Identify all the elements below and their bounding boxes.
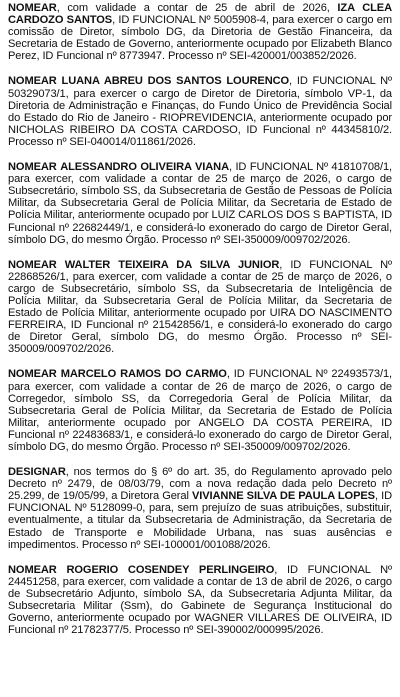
act-text-pre bbox=[57, 259, 65, 271]
act-paragraph-5 bbox=[8, 368, 392, 453]
act-text-pre: , com validade a contar de 25 de abril de 2026, bbox=[56, 2, 338, 14]
act-paragraph-7 bbox=[8, 564, 392, 637]
act-text-pre bbox=[57, 564, 67, 576]
act-paragraph-6 bbox=[8, 466, 392, 551]
act-text-post: , ID FUNCIONAL Nº 5005908-4, para exercer o cargo em comissão de Diretor, símbolo DG, da Diretoria de Gestão Financeira, da Secretaria de Estado de Governo, anteriormente ocupado por Elizabeth Blanco Perez, ID Funcional nº 8773947. Processo nº SEI-420001/003852/2026. bbox=[8, 14, 392, 63]
act-paragraph-2 bbox=[8, 75, 392, 148]
act-verb: NOMEAR bbox=[8, 161, 57, 174]
act-verb: NOMEAR bbox=[8, 563, 57, 576]
act-text-post: , ID FUNCIONAL Nº 5128099-0, para, sem prejuízo de suas atribuições, substituir, eventualmente, a titular da Subsecretaria de Administração, da Secretaria de Estado de Transporte e Mobilidade Urbana, nas suas ausências e impedimentos. Processo nº SEI-100001/001088/2026. bbox=[8, 490, 392, 551]
act-paragraph-3 bbox=[8, 161, 392, 246]
appointee-name: ROGERIO COSENDEY PERLINGEIRO bbox=[66, 563, 275, 576]
appointee-name: ALESSANDRO OLIVEIRA VIANA bbox=[60, 161, 229, 174]
act-verb: NOMEAR bbox=[8, 258, 57, 271]
act-verb: DESIGNAR bbox=[8, 466, 66, 479]
act-paragraph-4 bbox=[8, 259, 392, 356]
act-text-pre: , nos termos do § 6º do art. 35, do Regulamento aprovado pelo Decreto nº 2479, de 08/03/79, com a nova redação dada pelo Decreto nº 25.299, de 19/05/99, a Diretora Geral bbox=[8, 466, 392, 503]
act-verb: NOMEAR bbox=[8, 2, 57, 14]
act-text-post: , ID FUNCIONAL Nº 22493573/1, para exercer, com validade a contar de 26 de março de 2026, o cargo de Corregedor, símbolo SS, da Corregedoria Geral de Polícia Militar, da Subsecretaria Geral de Polícia Militar, da Secretaria de Estado de Polícia Militar, anteriormente ocupado por ANGELO DA COSTA PEREIRA, ID Funcional nº 22483683/1, e considerá-lo exonerado do cargo de Diretor Geral, símbolo DG, do mesmo Órgão. Processo nº SEI-350009/009702/2026. bbox=[8, 368, 392, 453]
act-verb: NOMEAR bbox=[8, 75, 57, 88]
act-paragraph-1 bbox=[8, 2, 392, 62]
act-text-post: , ID FUNCIONAL Nº 24451258, para exercer, com validade a contar de 13 de abril de 2026, o cargo de Subsecretário Adjunto, símbolo SA, da Subsecretaria Adjunta Militar, da Subsecretaria Militar (Ssm), do Gabinete de Segurança Institucional do Governo, anteriormente ocupado por WAGNER VILLARES DE OLIVEIRA, ID Funcional nº 21782377/5. Processo nº SEI-390002/000995/2026. bbox=[8, 563, 393, 637]
appointee-name: MARCELO RAMOS DO CARMO bbox=[60, 368, 227, 381]
appointee-name: LUANA ABREU DOS SANTOS LOURENCO bbox=[61, 75, 290, 88]
appointee-name: VIVIANNE SILVA DE PAULA LOPES bbox=[191, 490, 375, 503]
appointee-name: IZA CLEA CARDOZO SANTOS bbox=[8, 2, 392, 27]
act-text-post: , ID FUNCIONAL Nº 50329073/1, para exercer o cargo de Diretor de Diretoria, símbolo VP-1, da Diretoria de Administração e Finanças, do Fundo Único de Previdência Social do Estado do Rio de Janeiro - RIOPREVIDENCIA, anteriormente ocupado por NICHOLAS RIBEIRO DA COSTA CARDOSO, ID Funcional nº 44345810/2. Processo nº SEI-040014/011861/2026. bbox=[8, 75, 392, 148]
act-text-post: , ID FUNCIONAL Nº 22868526/1, para exercer, com validade a contar de 25 de março de 2026, o cargo de Subsecretário, símbolo SS, da Subsecretaria de Inteligência de Polícia Militar, da Subsecretaria Geral de Polícia Militar, da Secretaria de Estado de Polícia Militar, anteriormente ocupado por UIRA DO NASCIMENTO FERREIRA, ID Funcional nº 21542856/1, e considerá-lo exonerado do cargo de Diretor Geral, símbolo DG, do mesmo Órgão. Processo nº SEI-350009/009702/2026. bbox=[8, 258, 392, 356]
act-verb: NOMEAR bbox=[8, 368, 57, 381]
appointee-name: WALTER TEIXEIRA DA SILVA JUNIOR bbox=[64, 258, 280, 271]
act-text-post: , ID FUNCIONAL Nº 41810708/1, para exercer, com validade a contar de 25 de março de 2026, o cargo de Subsecretário, símbolo SS, da Subsecretaria de Gestão de Pessoas de Polícia Militar, da Subsecretaria Geral de Polícia Militar, da Secretaria de Estado de Polícia Militar, anteriormente ocupado por LUIZ CARLOS DOS S BAPTISTA, ID Funcional nº 22682449/1, e considerá-lo exonerado do cargo de Diretor Geral, símbolo DG, do mesmo Órgão. Processo nº SEI-350009/009702/2026. bbox=[8, 161, 393, 246]
